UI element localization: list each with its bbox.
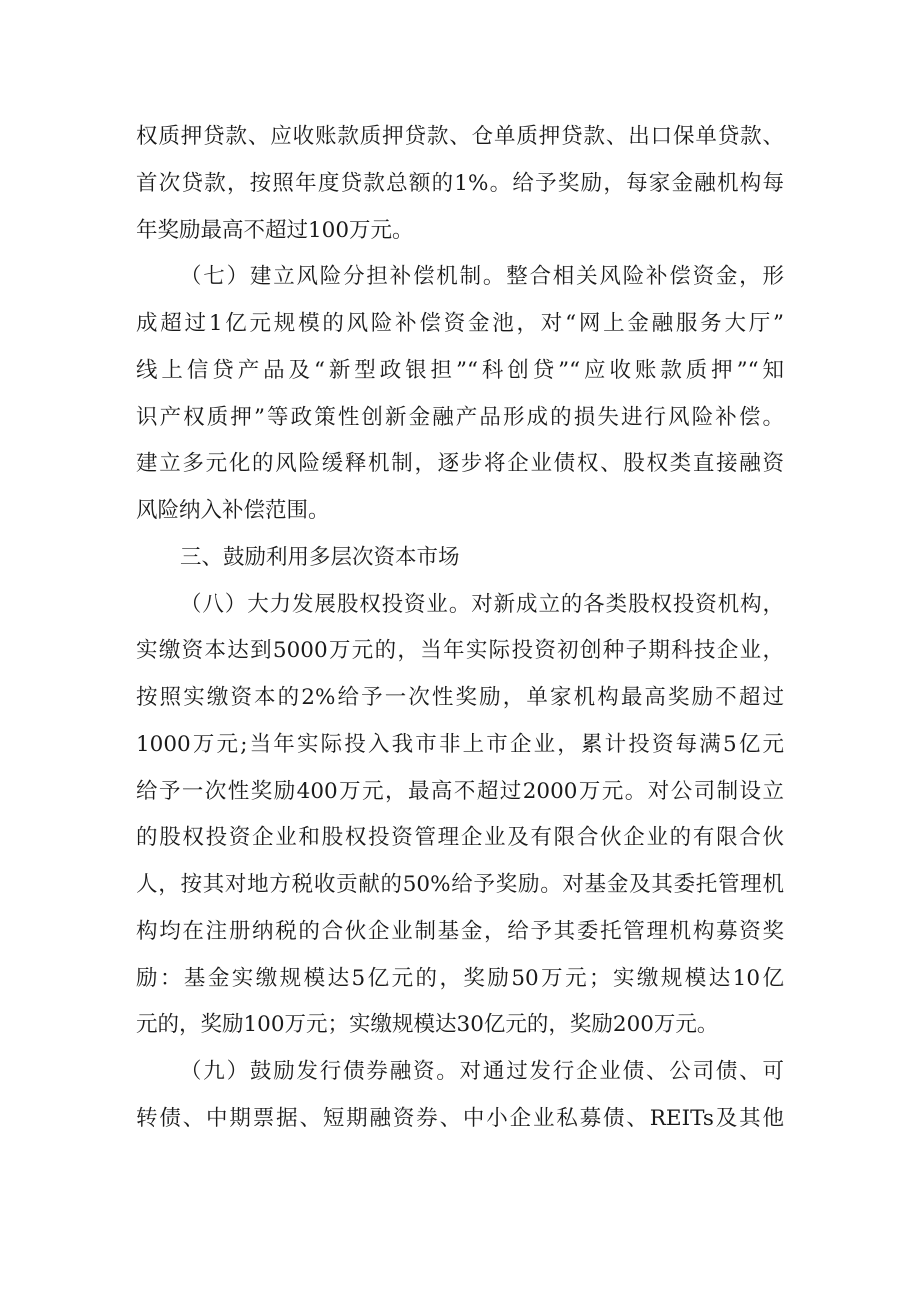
text-line: （九）鼓励发行债券融资。对通过发行企业债、公司债、可 bbox=[180, 1059, 784, 1084]
text-line: 构均在注册纳税的合伙企业制基金，给予其委托管理机构募资奖 bbox=[136, 918, 784, 944]
text-line: 建立多元化的风险缓释机制，逐步将企业债权、股权类直接融资 bbox=[136, 451, 784, 477]
text-line: 首次贷款，按照年度贷款总额的1%。给予奖励，每家金融机构每 bbox=[136, 170, 784, 196]
text-line: 年奖励最高不超过100万元。 bbox=[136, 217, 414, 243]
text-line: 按照实缴资本的2%给予一次性奖励，单家机构最高奖励不超过 bbox=[136, 685, 784, 710]
text-line: 权质押贷款、应收账款质押贷款、仓单质押贷款、出口保单贷款、 bbox=[136, 124, 784, 149]
text-line: 风险纳入补偿范围。 bbox=[136, 498, 330, 523]
text-line: 1000万元;当年实际投入我市非上市企业，累计投资每满5亿元 bbox=[136, 731, 784, 757]
text-line: 成超过1亿元规模的风险补偿资金池，对“网上金融服务大厅” bbox=[136, 311, 784, 336]
text-line: 实缴资本达到5000万元的，当年实际投资初创种子期科技企业， bbox=[136, 638, 784, 664]
text-line: （七）建立风险分担补偿机制。整合相关风险补偿资金，形 bbox=[180, 264, 784, 290]
text-line: 的股权投资企业和股权投资管理企业及有限合伙企业的有限合伙 bbox=[136, 825, 784, 851]
section-heading: 三、鼓励利用多层次资本市场 bbox=[180, 544, 460, 570]
text-line: 给予一次性奖励400万元，最高不超过2000万元。对公司制设立 bbox=[136, 778, 784, 804]
text-line: 转债、中期票据、短期融资券、中小企业私募债、REITs及其他 bbox=[136, 1105, 784, 1131]
body-text bbox=[0, 114, 920, 1143]
text-line: 线上信贷产品及“新型政银担”“科创贷”“应收账款质押”“知 bbox=[136, 357, 784, 383]
text-line: 识产权质押”等政策性创新金融产品形成的损失进行风险补偿。 bbox=[136, 404, 784, 430]
text-line: 人，按其对地方税收贡献的50%给予奖励。对基金及其委托管理机 bbox=[136, 872, 784, 897]
text-line: 励：基金实缴规模达5亿元的，奖励50万元；实缴规模达10亿 bbox=[136, 965, 784, 991]
text-line: （八）大力发展股权投资业。对新成立的各类股权投资机构， bbox=[180, 591, 784, 617]
text-line: 元的，奖励100万元；实缴规模达30亿元的，奖励200万元。 bbox=[136, 1012, 719, 1038]
